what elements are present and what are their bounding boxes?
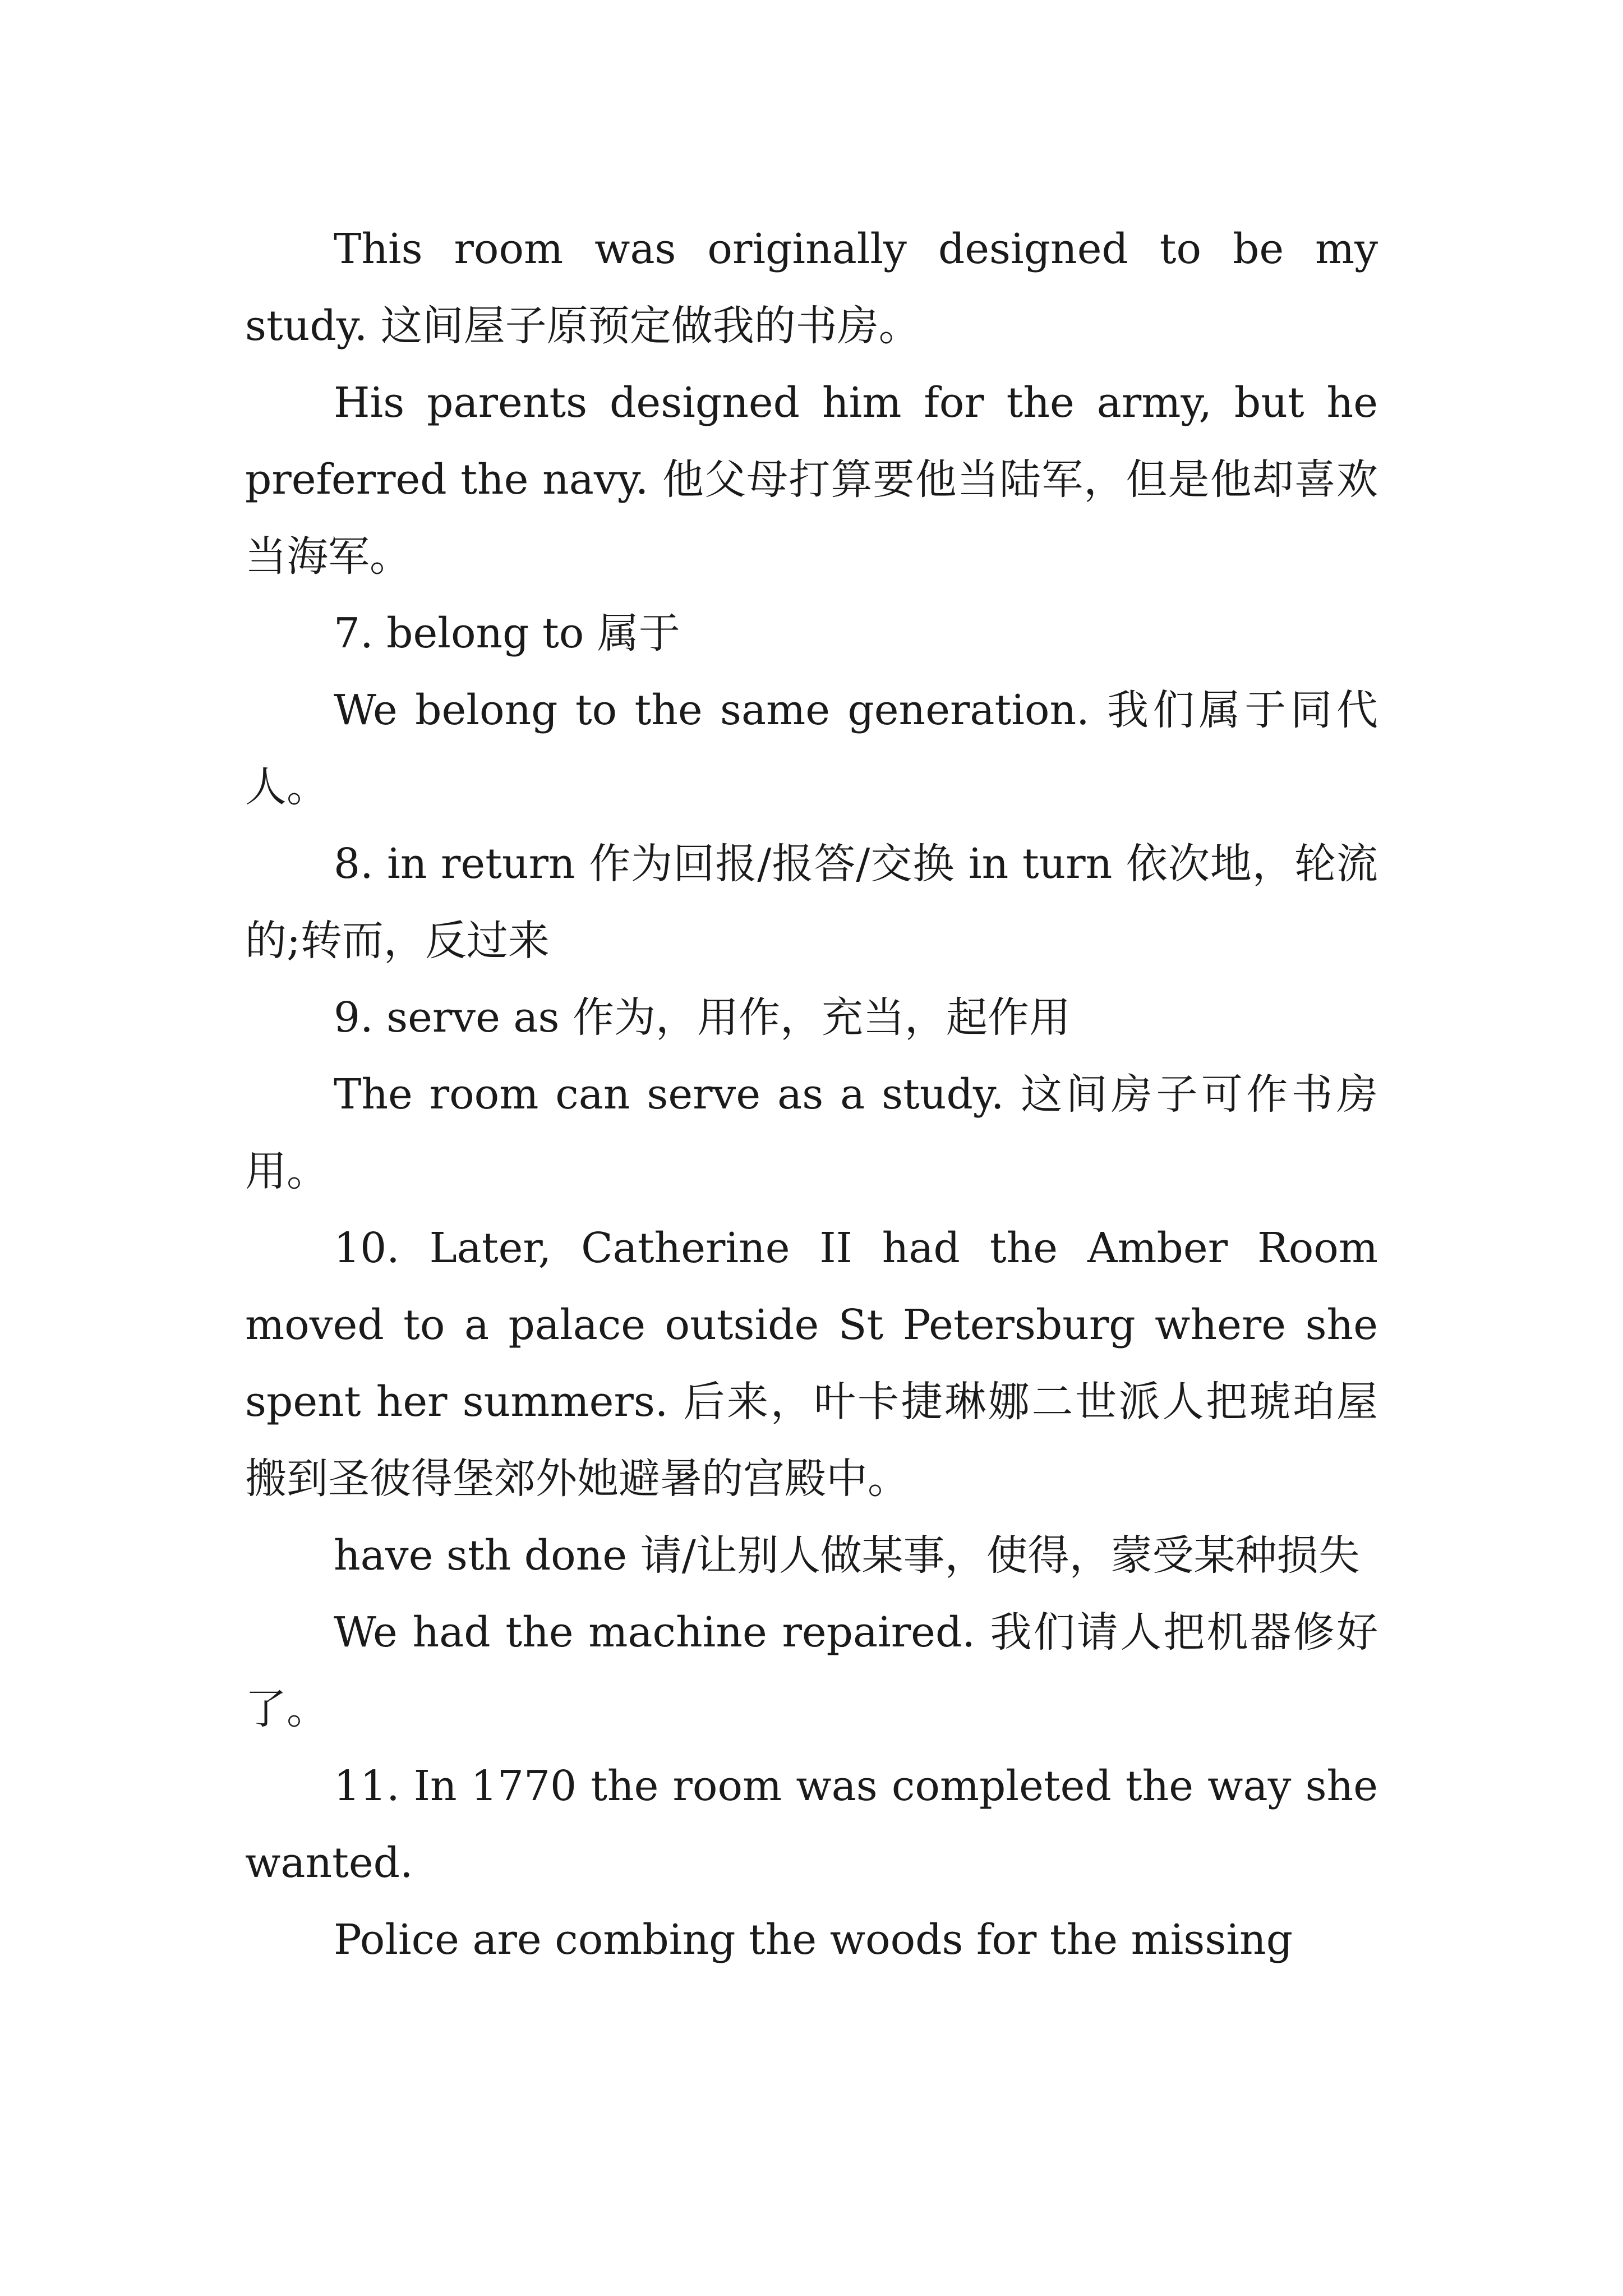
paragraph-army-example: His parents designed him for the army, but he preferred the navy. 他父母打算要他当陆军，但是他却喜欢当海军。	[245, 379, 1378, 581]
paragraph-police-woods: Police are combing the woods for the missing	[334, 1916, 1293, 1964]
paragraph-generation-example: We belong to the same generation. 我们属于同代人。	[245, 686, 1378, 811]
paragraph-serve-as: 9. serve as 作为，用作，充当，起作用	[334, 993, 1071, 1042]
paragraph-amber-room: 10. Later, Catherine II had the Amber Room moved to a palace outside St Petersburg where she spent her summers. 后来，叶卡捷琳娜二世派人把琥珀屋搬到圣彼得堡郊外她避暑的宫殿中。	[245, 1224, 1378, 1503]
paragraph-in-return: 8. in return 作为回报/报答/交换 in turn 依次地，轮流的;转而，反过来	[245, 840, 1378, 965]
paragraph-completed-1770: 11. In 1770 the room was completed the way she wanted.	[245, 1762, 1378, 1887]
paragraph-serve-example: The room can serve as a study. 这间房子可作书房用。	[245, 1070, 1378, 1195]
paragraph-machine-example: We had the machine repaired. 我们请人把机器修好了。	[245, 1608, 1378, 1733]
paragraph-belong-to: 7. belong to 属于	[334, 609, 680, 657]
paragraph-have-sth-done: have sth done 请/让别人做某事，使得，蒙受某种损失	[334, 1531, 1360, 1580]
paragraph-study-example: This room was originally designed to be my study. 这间屋子原预定做我的书房。	[245, 225, 1378, 350]
document-body	[245, 211, 1378, 1978]
